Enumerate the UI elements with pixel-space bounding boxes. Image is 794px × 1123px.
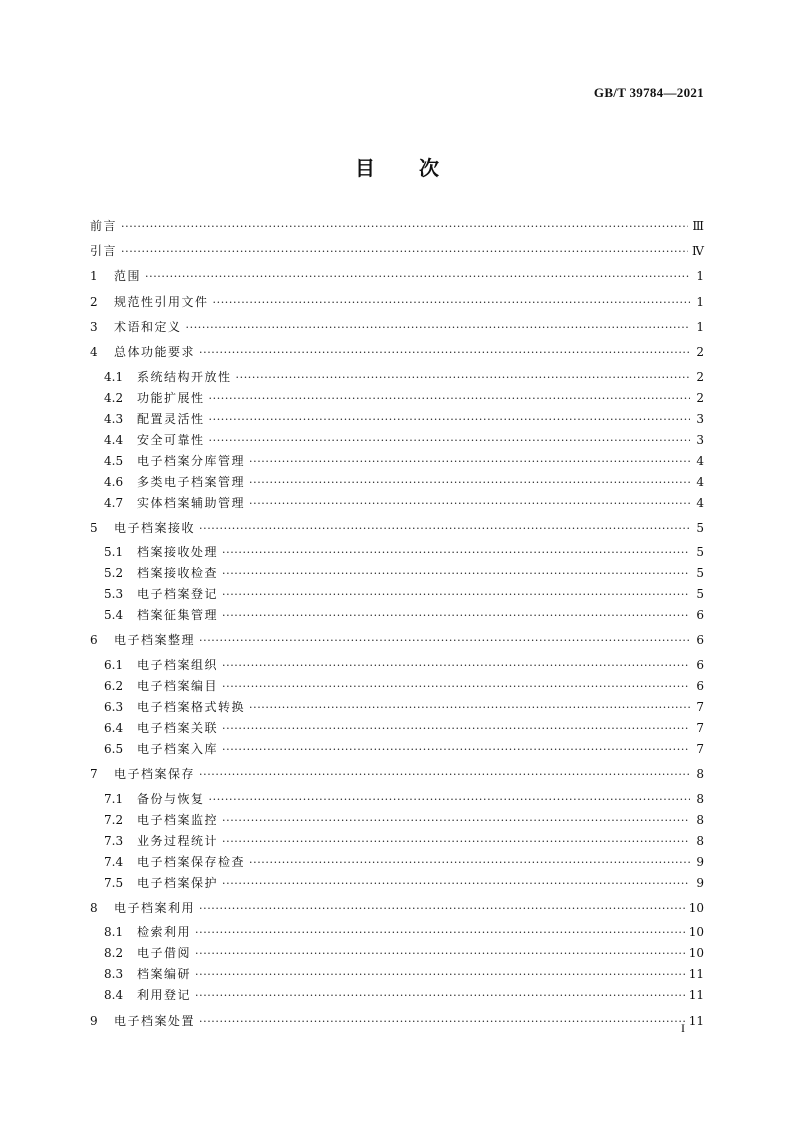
toc-entry-number: 6.4 — [104, 720, 124, 735]
toc-entry-page: Ⅳ — [692, 244, 704, 259]
toc-dot-leader — [222, 566, 690, 582]
toc-dot-leader — [222, 834, 690, 850]
toc-entry-number: 4 — [90, 345, 98, 359]
toc-entry-number: 7.1 — [104, 791, 124, 806]
toc-entry[interactable] — [90, 319, 704, 335]
toc-entry[interactable] — [104, 987, 704, 1003]
toc-dot-leader — [209, 391, 690, 407]
toc-entry[interactable] — [104, 474, 704, 490]
toc-entry-page: 4 — [696, 453, 704, 468]
toc-entry[interactable] — [90, 268, 704, 284]
toc-entry-title: 利用登记 — [137, 988, 192, 1003]
toc-dot-leader — [199, 1014, 685, 1030]
toc-entry-title: 电子档案整理 — [114, 633, 196, 648]
toc-entry[interactable] — [104, 924, 704, 940]
toc-dot-leader — [199, 521, 690, 537]
toc-entry-title: 档案接收检查 — [137, 566, 219, 581]
toc-dot-leader — [249, 496, 690, 512]
toc-entry-page: 5 — [696, 566, 704, 581]
toc-entry-page: 5 — [696, 520, 704, 535]
toc-title-char-1: 目 — [355, 156, 375, 180]
toc-dot-leader — [199, 767, 690, 783]
toc-entry[interactable] — [90, 766, 704, 782]
toc-entry-number: 7 — [90, 767, 98, 782]
toc-dot-leader — [195, 988, 685, 1004]
toc-dot-leader — [222, 876, 690, 892]
toc-entry-number: 4.4 — [104, 432, 124, 447]
toc-entry-page: 4 — [696, 474, 704, 489]
toc-entry[interactable] — [104, 607, 704, 623]
toc-entry-page: 5 — [696, 587, 704, 602]
toc-entry-number: 5.1 — [104, 545, 124, 560]
toc-entry-title: 电子档案利用 — [114, 900, 196, 915]
toc-entry-title: 规范性引用文件 — [114, 294, 209, 309]
toc-dot-leader — [199, 901, 685, 917]
toc-entry-number: 3 — [90, 319, 98, 334]
toc-entry-page: 7 — [696, 720, 704, 735]
toc-entry-number: 8 — [90, 900, 98, 915]
toc-entry-title: 电子档案保存 — [114, 767, 196, 782]
toc-entry-number: 4.5 — [104, 453, 124, 468]
toc-entry-number: 6 — [90, 633, 98, 648]
toc-entry-number: 1 — [90, 269, 98, 284]
toc-entry-number: 8.3 — [104, 967, 124, 982]
toc-entry[interactable] — [90, 900, 704, 916]
toc-entry[interactable] — [104, 791, 704, 807]
toc-entry-page: 4 — [696, 495, 704, 510]
toc-dot-leader — [209, 412, 690, 428]
toc-entry[interactable] — [104, 369, 704, 385]
toc-entry-page: 8 — [696, 767, 704, 782]
toc-entry[interactable] — [90, 1013, 704, 1029]
toc-entry-number: 5 — [90, 520, 98, 535]
toc-dot-leader — [222, 679, 690, 695]
toc-entry-number: 7.2 — [104, 812, 124, 827]
toc-entry[interactable] — [104, 720, 704, 736]
toc-entry-page: 8 — [696, 791, 704, 806]
toc-title-char-2: 次 — [419, 156, 439, 180]
toc-entry-title: 总体功能要求 — [114, 345, 196, 359]
toc-entry-number: 5.3 — [104, 587, 124, 602]
toc-entry-title: 电子档案分库管理 — [137, 453, 246, 468]
toc-dot-leader — [209, 792, 690, 808]
toc-entry[interactable] — [90, 632, 704, 648]
toc-entry-number: 9 — [90, 1013, 98, 1028]
toc-dot-leader — [222, 545, 690, 561]
toc-entry[interactable] — [104, 390, 704, 406]
toc-entry-number: 7.5 — [104, 875, 124, 890]
toc-entry[interactable] — [104, 565, 704, 581]
toc-entry-number: 8.1 — [104, 925, 124, 940]
toc-entry-page: 3 — [696, 411, 704, 426]
toc-entry-title: 电子档案格式转换 — [137, 699, 246, 714]
toc-entry-number: 6.5 — [104, 741, 124, 756]
toc-entry-number: 6.3 — [104, 699, 124, 714]
toc-entry-page: 9 — [696, 875, 704, 890]
toc-entry[interactable] — [104, 411, 704, 427]
toc-entry-title: 引言 — [90, 244, 118, 259]
toc-entry-page: 8 — [696, 812, 704, 827]
toc-entry-number: 8.4 — [104, 988, 124, 1003]
toc-entry-page: 11 — [688, 988, 704, 1003]
toc-entry-page: 11 — [688, 1013, 704, 1028]
toc-entry-title: 电子档案保护 — [137, 875, 219, 890]
toc-entry-page: 10 — [688, 900, 704, 915]
toc-entry-title: 电子档案监控 — [137, 812, 219, 827]
toc-entry[interactable] — [104, 678, 704, 694]
toc-dot-leader — [209, 433, 690, 449]
toc-entry-page: 10 — [688, 925, 704, 940]
toc-entry-page: 7 — [696, 699, 704, 714]
toc-entry-title: 档案接收处理 — [137, 545, 219, 560]
footer-page-number: I — [681, 1021, 685, 1035]
toc-entry-title: 安全可靠性 — [137, 432, 205, 447]
toc-entry[interactable] — [90, 243, 704, 259]
toc-dot-leader — [249, 475, 690, 491]
toc-entry-title: 备份与恢复 — [137, 791, 205, 806]
toc-entry-page: 2 — [696, 390, 704, 405]
toc-entry-title: 档案编研 — [137, 967, 192, 982]
toc-entry-number: 4.1 — [104, 369, 124, 384]
toc-entry-page: 8 — [696, 833, 704, 848]
toc-entry[interactable] — [104, 495, 704, 511]
toc-entry-title: 档案征集管理 — [137, 608, 219, 623]
toc-entry-number: 7.4 — [104, 854, 124, 869]
toc-dot-leader — [222, 587, 690, 603]
toc-entry-number: 4.2 — [104, 390, 124, 405]
toc-dot-leader — [213, 295, 690, 311]
toc-entry-page: 2 — [696, 345, 704, 359]
toc-entry-number: 7.3 — [104, 833, 124, 848]
toc-dot-leader — [236, 370, 690, 386]
toc-entry[interactable] — [104, 812, 704, 828]
toc-dot-leader — [249, 855, 690, 871]
toc-entry[interactable] — [90, 520, 704, 536]
toc-entry-page: 9 — [696, 854, 704, 869]
toc-entry-title: 电子档案编目 — [137, 678, 219, 693]
toc-entry[interactable] — [90, 344, 704, 360]
toc-entry-number: 8.2 — [104, 946, 124, 961]
toc-entry-title: 检索利用 — [137, 925, 192, 940]
toc-entry-page: 1 — [696, 269, 704, 284]
toc-entry-title: 电子档案关联 — [137, 720, 219, 735]
toc-dot-leader — [121, 244, 688, 260]
toc-entry-title: 业务过程统计 — [137, 833, 219, 848]
toc-entry-title: 电子档案登记 — [137, 587, 219, 602]
toc-entry-title: 范围 — [114, 269, 142, 284]
toc-entry-page: 1 — [696, 294, 704, 309]
toc-entry[interactable] — [104, 966, 704, 982]
toc-entry-title: 电子档案组织 — [137, 657, 219, 672]
toc-entry-page: 7 — [696, 741, 704, 756]
toc-dot-leader — [199, 633, 690, 649]
toc-entry-number: 5.4 — [104, 608, 124, 623]
toc-entry-title: 电子借阅 — [137, 946, 192, 961]
standard-number: GB/T 39784—2021 — [593, 85, 704, 100]
toc-dot-leader — [222, 813, 690, 829]
toc-entry-page: 6 — [696, 633, 704, 648]
toc-entry-title: 功能扩展性 — [137, 390, 205, 405]
toc-entry[interactable] — [90, 218, 704, 234]
toc-entry-number: 4.6 — [104, 474, 124, 489]
toc-entry-page: 10 — [688, 946, 704, 961]
toc-entry-page: Ⅲ — [692, 219, 704, 233]
toc-entry-title: 实体档案辅助管理 — [137, 495, 246, 510]
toc-entry-page: 6 — [696, 678, 704, 693]
toc-entry-title: 电子档案保存检查 — [137, 854, 246, 869]
toc-entry[interactable] — [90, 294, 704, 310]
toc-entry-title: 电子档案入库 — [137, 741, 219, 756]
toc-dot-leader — [249, 454, 690, 470]
toc-entry-title: 系统结构开放性 — [137, 369, 232, 384]
toc-entry[interactable] — [104, 741, 704, 757]
toc-entry-page: 6 — [696, 657, 704, 672]
toc-entry-number: 4.3 — [104, 411, 124, 426]
toc-dot-leader — [222, 742, 690, 758]
toc-entry[interactable] — [104, 544, 704, 560]
toc-entry[interactable] — [104, 945, 704, 961]
toc-entry-title: 电子档案处置 — [114, 1013, 196, 1028]
toc-dot-leader — [186, 320, 690, 336]
toc-dot-leader — [195, 925, 685, 941]
toc-entry-number: 5.2 — [104, 566, 124, 581]
toc-entry[interactable] — [104, 854, 704, 870]
toc-entry[interactable] — [104, 699, 704, 715]
toc-entry[interactable] — [104, 875, 704, 891]
toc-entry[interactable] — [104, 432, 704, 448]
toc-dot-leader — [222, 658, 690, 674]
toc-dot-leader — [199, 345, 690, 361]
toc-entry-page: 5 — [696, 545, 704, 560]
toc-entry[interactable] — [104, 833, 704, 849]
toc-dot-leader — [222, 721, 690, 737]
toc-entry[interactable] — [104, 657, 704, 673]
toc-dot-leader — [195, 967, 685, 983]
toc-entry-title: 多类电子档案管理 — [137, 474, 246, 489]
toc-dot-leader — [145, 269, 690, 285]
toc-dot-leader — [222, 608, 690, 624]
toc-entry-page: 1 — [696, 319, 704, 334]
toc-entry-page: 2 — [696, 369, 704, 384]
toc-dot-leader — [121, 219, 688, 235]
toc-entry-number: 2 — [90, 294, 98, 309]
toc-entry-title: 前言 — [90, 219, 118, 233]
toc-entry-page: 11 — [688, 967, 704, 982]
toc-entry-title: 配置灵活性 — [137, 411, 205, 426]
toc-dot-leader — [249, 700, 690, 716]
toc-entry[interactable] — [104, 453, 704, 469]
toc-entry-title: 电子档案接收 — [114, 520, 196, 535]
toc-entry-number: 4.7 — [104, 495, 124, 510]
toc-entry-title: 术语和定义 — [114, 319, 182, 334]
toc-entry-page: 6 — [696, 608, 704, 623]
toc-entry-number: 6.2 — [104, 678, 124, 693]
toc-dot-leader — [195, 946, 685, 962]
toc-entry-number: 6.1 — [104, 657, 124, 672]
toc-entry[interactable] — [104, 586, 704, 602]
toc-entry-page: 3 — [696, 432, 704, 447]
